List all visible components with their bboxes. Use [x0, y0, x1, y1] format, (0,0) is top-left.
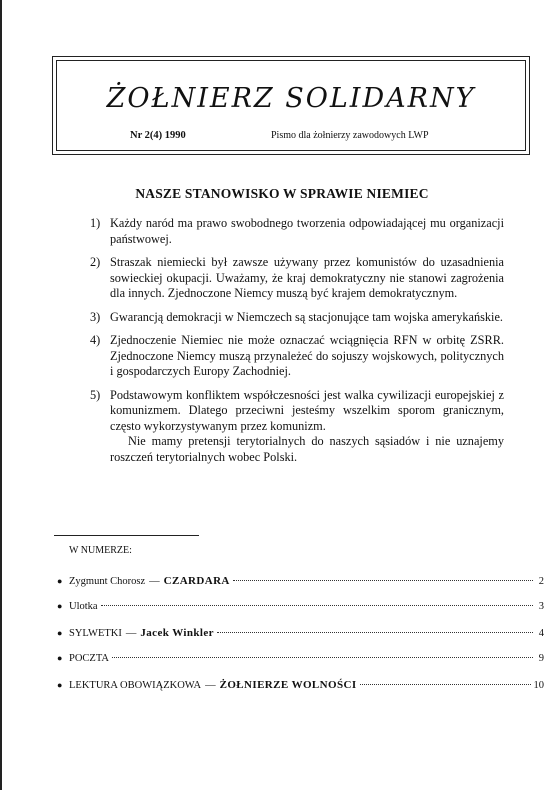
contents-item	[57, 575, 544, 601]
point-number: 5)	[90, 387, 101, 402]
point-number: 2)	[90, 255, 101, 269]
contents-item-dash: —	[205, 680, 216, 691]
article-heading: NASZE STANOWISKO W SPRAWIE NIEMIEC	[135, 186, 429, 201]
leader-dots	[101, 605, 533, 606]
contents-title: W NUMERZE:	[69, 545, 132, 556]
contents-item-page: 10	[533, 680, 544, 691]
position-point	[90, 310, 504, 326]
point-number: 3)	[90, 309, 101, 324]
contents-item-page: 2	[538, 576, 544, 587]
point-text: Gwarancją demokracji w Niemczech są stacjonujące tam wojska amerykańskie.	[110, 309, 503, 324]
point-number: 4)	[90, 333, 101, 347]
bullet-icon: ●	[57, 680, 63, 690]
leader-dots	[112, 657, 533, 658]
masthead-inner-frame	[56, 60, 526, 151]
contents-item-work: ŻOŁNIERZE WOLNOŚCI	[219, 679, 357, 691]
bullet-icon: ●	[57, 601, 63, 611]
leader-dots	[217, 632, 533, 633]
contents-item-author: POCZTA	[69, 653, 109, 664]
contents-item-page: 3	[538, 601, 544, 612]
contents-item	[57, 627, 544, 653]
contents-item	[57, 653, 544, 679]
leader-dots	[360, 684, 531, 685]
contents-item	[57, 679, 544, 705]
position-point	[90, 333, 504, 380]
contents-item-work: Jacek Winkler	[140, 627, 214, 639]
contents-item-author: Ulotka	[69, 601, 98, 612]
contents-item-page: 4	[538, 628, 544, 639]
issue-number: Nr 2(4) 1990	[130, 130, 186, 141]
masthead-frame	[52, 56, 530, 155]
point-text: Straszak niemiecki był zawsze używany przez komunistów do uzasadnienia sowieckiej okupacji. Uważamy, że kraj demokratyczny nie stanowi zagrożenia dla innych. Zjednoczone Niemcy muszą być krajem demokratycznym.	[110, 255, 504, 300]
point-number: 1)	[90, 216, 101, 230]
contents-item-work: CZARDARA	[163, 575, 230, 587]
position-point	[90, 255, 504, 302]
point-text: Zjednoczenie Niemiec nie może oznaczać wciągnięcia RFN w orbitę ZSRR. Zjednoczone Niemcy muszą przynależeć do sojuszy wojskowych, politycznych i gospodarczych Europy Zachodniej.	[110, 333, 504, 378]
position-point	[90, 388, 504, 466]
newspaper-title: ŻOŁNIERZ SOLIDARNY	[106, 83, 476, 114]
position-points-list	[90, 216, 504, 473]
contents-item	[57, 601, 544, 627]
contents-item-dash: —	[125, 628, 137, 639]
contents-item-author: Zygmunt Chorosz	[69, 576, 146, 587]
contents-divider	[54, 535, 199, 536]
bullet-icon: ●	[57, 576, 63, 586]
point-text: Każdy naród ma prawo swobodnego tworzenia odpowiadającej mu organizacji państwowej.	[110, 216, 504, 246]
contents-item-dash: —	[149, 576, 160, 587]
point-text-second-paragraph: Nie mamy pretensji terytorialnych do naszych sąsiadów i nie uznajemy roszczeń terytorialnych wobec Polski.	[110, 434, 504, 464]
point-text: Podstawowym konfliktem współczesności jest walka cywilizacji europejskiej z komunizmem. Dlatego przeciwni jesteśmy wszelkim sporom granicznym, często wykorzystywanym przez komunizm.	[110, 387, 504, 433]
contents-item-author: SYLWETKI	[69, 628, 122, 639]
contents-item-author: LEKTURA OBOWIĄZKOWA	[69, 680, 202, 691]
contents-item-page: 9	[538, 653, 544, 664]
newspaper-subtitle: Pismo dla żołnierzy zawodowych LWP	[271, 130, 429, 141]
bullet-icon: ●	[57, 653, 63, 663]
position-point	[90, 216, 504, 247]
contents-list	[57, 575, 544, 705]
bullet-icon: ●	[57, 628, 63, 638]
leader-dots	[233, 580, 533, 581]
